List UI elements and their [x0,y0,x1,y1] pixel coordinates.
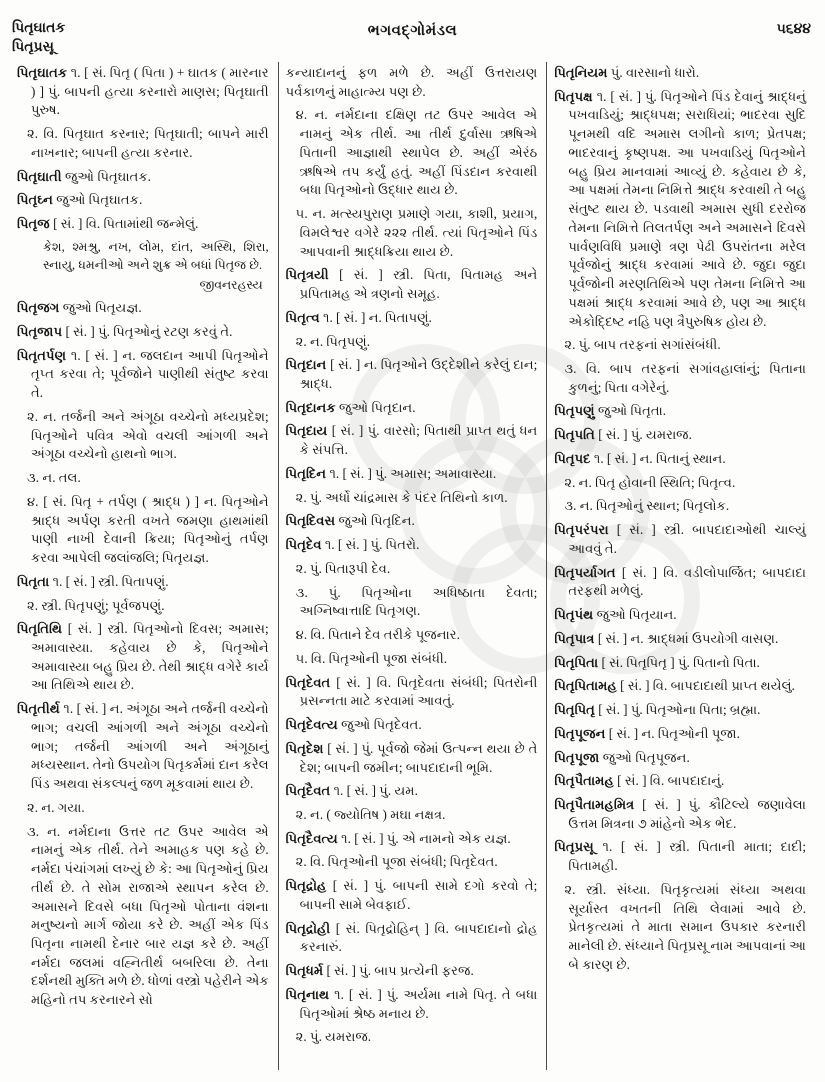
sense-paragraph: ૨. પું. યમરાજ. [295,1029,372,1045]
dictionary-entry: પિતૃપ્રસૂ ૧. [ સં. ] સ્ત્રી. પિતાની માતા; દાદી; પિતામહી. [554,839,807,874]
sense-paragraph: ૩. ન. નર્મદાના ઉત્તર તટ ઉપર આવેલ એ નામનું એક તીર્થ. તેને અમાહક પણ કહે છે. નર્મદા પંચાંગમાં લખ્યું છે કે: આ પિતૃઓનું પ્રિય તીર્થ છે. તે સોમ રાજાએ સ્થાપન કરેલ છે. અમાસને દિવસે બધા પિતૃઓ પોતાના વંશના મનુષ્યનો માર્ગ જોયા કરે છે. અહીં એક પિંડ પિતૃના નામથી દેનાર બાર યજ્ઞ કરે છે. અહીં નર્મદા જલમાં વહ્નિતીર્થ બબરિલા છે. તેના દર્શનથી મુક્તિ મળે છે. ધોળાં વસ્ત્રો પહેરીને એક મહિનો તપ કરનારને સો [27,823,269,1008]
sense-paragraph: ૨. સ્ત્રી. પિતૃપણું; પૂર્વજપણું. [27,597,165,613]
headword: પિતૃપિતા [554,654,599,670]
sense-paragraph: ૨. વિ. પિતૃઓની પૂજા સંબંધી; પિતૃદેવત. [295,854,498,870]
headword: પિતૃતીર્થ [17,701,60,717]
dictionary-entry: પિતૃપિતૃ [ સં. ] પું. પિતૃઓના પિતા; બ્રહ્મા. [554,702,761,718]
headword: પિતૃનાથ [285,986,330,1002]
dictionary-entry: પિતૃદૈવત્ય ૧. [ સં. ] પું. એ નામનો એક યજ્ઞ. [285,830,511,846]
headword: પિતૃદૈવત્ય [285,830,338,846]
sense-paragraph: ૫. વિ. પિતૃઓની પૂજા સંબંધી. [295,650,448,666]
headword: પિતૃત્વ [285,309,320,325]
sense-paragraph: ૨. ન. ( જ્યોતિષ ) મઘા નક્ષત્ર. [295,806,446,822]
headword: પિતૃતર્પણ [17,347,67,363]
dictionary-entry: પિતૃપદ ૧. [ સં. ] ન. પિતાનું સ્થાન. [554,450,726,466]
dictionary-entry: પિતૃઘ્ન જુઓ પિતૃઘાતક. [17,192,143,208]
dictionary-entry: પિતૃપિતામહ [ સં. ] વિ. બાપદાદાથી પ્રાપ્ત થયેલું. [554,678,795,694]
headword: પિતૃદાનક [285,399,336,415]
headword: પિતૃદ્રોહી [285,920,331,936]
dictionary-entry: પિતૃપર્યાગત [ સં. ] વિ. વડીલોપાર્જિત; બાપદાદા તરફથી મળેલું. [554,564,807,599]
dictionary-entry: પિતૃદ્રોહ [ સં. ] પું. બાપની સામે દગો કરવો તે; બાપની સામે બેવફાઈ. [285,878,538,912]
dictionary-entry: પિતૃતિથિ [ સં. ] સ્ત્રી. પિતૃઓનો દિવસ; અમાસ; અમાવાસ્યા. કહેવાય છે કે, પિતૃઓને અમાવાસ્યા બહુ પ્રિય છે. તેથી શ્રાદ્ધ વગેરે કાર્ય આ તિથિએ થાય છે. [17,621,269,693]
dictionary-entry: પિતૃઘાતક ૧. [ સં. પિતૃ ( પિતા ) + ઘાતક ( મારનાર ) ] પું. બાપની હત્યા કરનારો માણસ; પિતૃઘાતી પુરુષ. [17,65,269,118]
dictionary-entry: પિતૃદેવત્ય જુઓ પિતૃદેવત. [285,717,422,733]
headword: પિતૃદેશ [285,740,324,756]
headword: પિતૃદેવત્ય [285,717,338,733]
dictionary-entry: પિતૃતીર્થ ૧. [ સં. ] ન. અંગૂઠા અને તર્જની વચ્ચેનો ભાગ; વચલી આંગળી અને અંગૂઠા વચ્ચેનો ભાગ; તર્જની આંગળી અને અંગૂઠાનું મધ્યસ્થાન. તેનો ઉપયોગ પિતૃકર્મમાં દાન કરેલ પિંડ અથવા સંકલ્પનું જળ મૂકવામાં થાય છે. [17,701,269,792]
dictionary-entry: પિતૃઘાતી જુઓ પિતૃઘાતક. [17,168,151,184]
text-columns [10,62,815,1070]
sense-paragraph: ૪. [ સં. પિતૃ + તર્પણ ( શ્રાદ્ધ ) ] ન. પિતૃઓને શ્રાદ્ધ અર્પણ કરતી વખતે જમણા હાથમાંથી પાણી નાખી દેવાની ક્રિયા; પિતૃઓનું તર્પણ કરવા આપેલી જલાંજલિ; પિતૃયજ્ઞ. [27,493,269,566]
dictionary-entry: પિતૃપતિ [ સં. ] પું. યમરાજ. [554,427,692,443]
dictionary-entry: પિતૃજગ જુઓ પિતૃયજ્ઞ. [17,300,142,316]
headword: પિતૃઘાતી [17,168,62,184]
headword: પિતૃપૈતામહમિત્ર [554,796,635,812]
headword: પિતૃદિન [285,465,327,481]
dictionary-entry: પિતૃપિતા [ સં. પિતૃપિતૃ ] પું. પિતાનો પિતા. [554,654,760,670]
dictionary-entry: પિતૃપૈતામહ [ સં. ] વિ. બાપદાદાનું. [554,773,725,789]
headword: પિતૃઘાતક [17,65,68,80]
guide-word-last: પિતૃપ્રસૂ [12,39,54,55]
sense-paragraph: ૪. વિ. પિતાને દેવ તરીકે પૂજનાર. [295,627,460,643]
headword: પિતૃપાત્ર [554,630,595,646]
dictionary-entry: પિતૃપક્ષ ૧. [ સં. ] પું. પિતૃઓને પિંડ દેવાનું શ્રાદ્ધનું પખવાડિયું; શ્રાદ્ધપક્ષ; સરાધિયાં; ભાદરવા સુદિ પૂનમથી વદિ અમાસ લગીનો કાળ; પ્રેતપક્ષ; ભાદરવાનું કૃષ્ણપક્ષ. આ પખવાડિયું પિતૃઓને બહુ પ્રિય માનવામાં આવ્યું છે. કહેવાય છે કે, આ પક્ષમાં તેમના નિમિત્તે શ્રાદ્ધ કરવાથી તે બહુ સંતુષ્ટ થાય છે. પડવાથી અમાસ સુધી દરરોજ તેમના નિમિત્તે તિલતર્પણ અને અમાસને દિવસે પાર્વણવિધિ પ્રમાણે ત્રણ પેઢી ઉપરાંતના મરેલ પૂર્વજોનું શ્રાદ્ધ કરવામાં આવે છે. જુદા જુદા પૂર્વજોની મરણતિથિએ પણ તેમના નિમિત્તે આ પક્ષમાં શ્રાદ્ધ કરવામાં આવે છે, પણ આ શ્રાદ્ધ એકોદ્દિષ્ટ નહિ પણ ત્રૈપુરુષિક હોય છે. [554,88,807,329]
headword: પિતૃદ્રોહ [285,878,327,894]
dictionary-entry: પિતૃપંથ જુઓ પિતૃયાન. [554,607,677,623]
page-header [10,14,815,62]
page-number: ૫૬૪૪ [776,22,811,37]
dictionary-entry: પિતૃપૈતામહમિત્ર [ સં. ] પું. કૌટિલ્યે જણાવેલા ઉત્તમ મિત્રના ૭ માંહેનો એક ભેદ. [554,796,807,831]
headword: પિતૃપતિ [554,427,595,443]
sense-paragraph: ૩. પું. પિતૃઓના અધિષ્ઠાતા દેવતા; અગ્નિષ્વાત્તાદિ પિતૃગણ. [295,584,538,619]
dictionary-entry: પિતૃપૂજન [ સં. ] ન. પિતૃઓની પૂજા. [554,725,740,741]
dictionary-entry: પિતૃદાય [ સં. ] પું. વારસો; પિતાથી પ્રાપ્ત થતું ધન કે સંપત્તિ. [285,423,538,458]
headword: પિતૃનિયમ [554,65,608,80]
dictionary-entry: પિતૃપૂજા જુઓ પિતૃપૂજન. [554,749,690,765]
signature-paragraph: જીવનરહસ્ય [199,277,263,292]
sense-paragraph: ૨. ન. ગયા. [27,799,85,815]
headword: પિતૃજ [17,216,50,232]
dictionary-entry: પિતૃદાન [ સં. ] ન. પિતૃઓને ઉદ્દેશીને કરેલું દાન; શ્રાદ્ધ. [285,357,538,392]
sense-paragraph: ૩. ન. પિતૃઓનું સ્થાન; પિતૃલોક. [564,498,730,514]
sense-paragraph: ૩. ન. તલ. [27,470,81,486]
headword: પિતૃપૂજન [554,725,606,741]
headword: પિતૃપિતામહ [554,678,617,694]
dictionary-entry: પિતૃદાનક જુઓ પિતૃદાન. [285,399,416,415]
headword: પિતૃજાપ [17,323,63,339]
headword: પિતૃતા [17,573,50,589]
sense-paragraph: ૨. ન. પિતૃ હોવાની સ્થિતિ; પિતૃત્વ. [564,474,736,490]
sense-paragraph: ૨. પું. બાપ તરફનાં સગાંસંબંધી. [564,337,721,353]
headword: પિતૃદિવસ [285,513,336,529]
sense-paragraph: ૨. ન. પિતૃપણું. [295,333,371,349]
headword: પિતૃદાય [285,423,328,439]
headword: પિતૃપણું [554,403,595,419]
quote-paragraph: કેશ, શ્મશ્રુ, નખ, લોમ, દાંત, અસ્થિ, શિરા, સ્નાયુ, ધમનીઓ અને શુક્ર એ બધાં પિતૃજ છે. [43,239,269,272]
dictionary-entry: પિતૃત્વ ૧. [ સં. ] ન. પિતાપણું. [285,309,432,325]
headword: પિતૃદેવત [285,674,331,690]
headword: પિતૃપક્ષ [554,88,593,104]
headword: પિતૃતિથિ [17,621,63,637]
headword: પિતૃધર્મ [285,963,324,979]
dictionary-entry: પિતૃતા ૧. [ સં. ] સ્ત્રી. પિતાપણું. [17,573,169,589]
dictionary-entry: પિતૃપણું જુઓ પિતૃતા. [554,403,667,419]
dictionary-entry: પિતૃપરંપરા [ સં. ] સ્ત્રી. બાપદાદાઓથી ચાલ્યું આવવું તે. [554,522,807,556]
dictionary-entry: પિતૃદેવત [ સં. ] વિ. પિતૃદેવતા સંબંધી; પિતરોની પ્રસન્નતા માટે કરવામાં આવતું. [285,674,538,709]
headword: પિતૃપદ [554,450,591,466]
column-left [10,62,278,1070]
dictionary-entry: પિતૃદિન ૧. [ સં. ] પું. અમાસ; અમાવાસ્યા. [285,465,497,481]
dictionary-entry: પિતૃદેશ [ સં. ] પું. પૂર્વજો જેમાં ઉત્પન્ન થયા છે તે દેશ; બાપની જમીન; બાપદાદાની ભૂમિ. [285,740,538,775]
dictionary-entry: પિતૃનિયમ પું. વારસાનો ધારો. [554,65,700,80]
dictionary-entry: પિતૃપાત્ર [ સં. ] ન. શ્રાદ્ધમાં ઉપયોગી વાસણ. [554,630,779,646]
sense-paragraph: ૩. વિ. બાપ તરફનાં સગાંવહાલાંનું; પિતાના કુળનું; પિતા વગેરેનું. [564,361,807,395]
dictionary-entry: પિતૃદેવ ૧. [ સં. ] પું. પિતરો. [285,537,420,553]
dictionary-entry: પિતૃજાપ [ સં. ] પું. પિતૃઓનું રટણ કરવું તે. [17,323,233,339]
dictionary-entry: પિતૃદૈવત ૧. [ સં. ] પું. યમ. [285,783,418,799]
headword: પિતૃપરંપરા [554,522,609,538]
dictionary-entry: પિતૃદ્રોહી [ સં. પિતૃદ્રોહિન્ ] વિ. બાપદાદાનો દ્રોહ કરનારું. [285,920,538,955]
headword: પિતૃપર્યાગત [554,564,616,580]
dictionary-entry: પિતૃદિવસ જુઓ પિતૃદિન. [285,513,415,529]
sense-paragraph: ૨. પું. પિતારૂપી દેવ. [295,560,391,576]
headword: પિતૃદાન [285,357,327,373]
column-right [547,62,815,1070]
sense-paragraph: ૨. વિ. પિતૃઘાત કરનાર; પિતૃઘાતી; બાપને મારી નાખનાર; બાપની હત્યા કરનાર. [27,126,269,160]
headword: પિતૃપ્રસૂ [554,839,594,855]
page-title: ભગવદ્ગોમંડલ [367,23,458,39]
headword: પિતૃઘ્ન [17,192,53,208]
sense-paragraph: ૫. ન. મત્સ્યપુરાણ પ્રમાણે ગયા, કાશી, પ્રયાગ, વિમલેશ્વર વગેરે ૨૨૨ તીર્થ. ત્યાં પિતૃઓને પિંડ આપવાની શ્રાદ્ધક્રિયા થાય છે. [295,206,538,259]
sense-paragraph: ૨. ન. તર્જની અને અંગૂઠા વચ્ચેનો મધ્યપ્રદેશ; પિતૃઓને પવિત્ર એવો વચલી આંગળી અને અંગૂઠા વચ્ચેનો હાથનો ભાગ. [27,408,269,462]
headword: પિતૃદૈવત [285,783,331,799]
dictionary-entry: પિતૃતર્પણ ૧. [ સં. ] ન. જલદાન આપી પિતૃઓને તૃપ્ત કરવા તે; પૂર્વજોને પાણીથી સંતુષ્ટ કરવા તે. [17,347,269,401]
cont-paragraph: કન્યાદાનનું ફળ મળે છે. અહીં ઉત્તરાયણ પર્વકાળનું માહાત્મ્ય પણ છે. [285,65,538,99]
headword: પિતૃપંથ [554,607,594,623]
sense-paragraph: ૨. સ્ત્રી. સંધ્યા. પિતૃકૃત્યમાં સંધ્યા અથવા સૂર્યાસ્ત વખતની તિથિ લેવામાં આવે છે. પ્રેતકૃત્યમાં તે માતા સમાન ઉપકાર કરનારી માનેલી છે. સંધ્યાને પિતૃપ્રસૂ નામ આપવાનાં આ બે કારણ છે. [564,881,807,972]
headword: પિતૃપિતૃ [554,702,595,718]
headword: પિતૃપૂજા [554,749,600,765]
headword: પિતૃજગ [17,300,60,316]
dictionary-entry: પિતૃજ [ સં. ] વિ. પિતામાંથી જન્મેલું. [17,216,199,232]
dictionary-entry: પિતૃત્રયી [ સં. ] સ્ત્રી. પિતા, પિતામહ અને પ્રપિતામહ એ ત્રણનો સમૂહ. [285,267,538,302]
guide-word-first: પિતૃઘાતક [12,21,66,36]
column-middle [278,62,548,1070]
headword: પિતૃપૈતામહ [554,773,614,789]
sense-paragraph: ૪. ન. નર્મદાના દક્ષિણ તટ ઉપર આવેલ એ નામનું એક તીર્થ. આ તીર્થ દુર્વાસા ઋષિએ પિતાની આજ્ઞાથી સ્થાપેલ છે. અહીં એરંઠ ઋષિએ તપ કર્યું હતું. અહીં પિંડદાન કરવાથી બધા પિતૃઓનો ઉદ્ધાર થાય છે. [295,107,538,198]
dictionary-entry: પિતૃનાથ ૧. [ સં. ] પું. અર્યમા નામે પિતૃ. તે બધા પિતૃઓમાં શ્રેષ્ઠ મનાય છે. [285,986,538,1021]
headword: પિતૃત્રયી [285,267,329,283]
sense-paragraph: ૨. પું. અર્ધો ચાંદ્રમાસ કે પંદર તિથિનો કાળ. [295,489,508,505]
dictionary-entry: પિતૃધર્મ [ સં. ] પું. બાપ પ્રત્યેની ફરજ. [285,963,474,979]
headword: પિતૃદેવ [285,537,322,553]
